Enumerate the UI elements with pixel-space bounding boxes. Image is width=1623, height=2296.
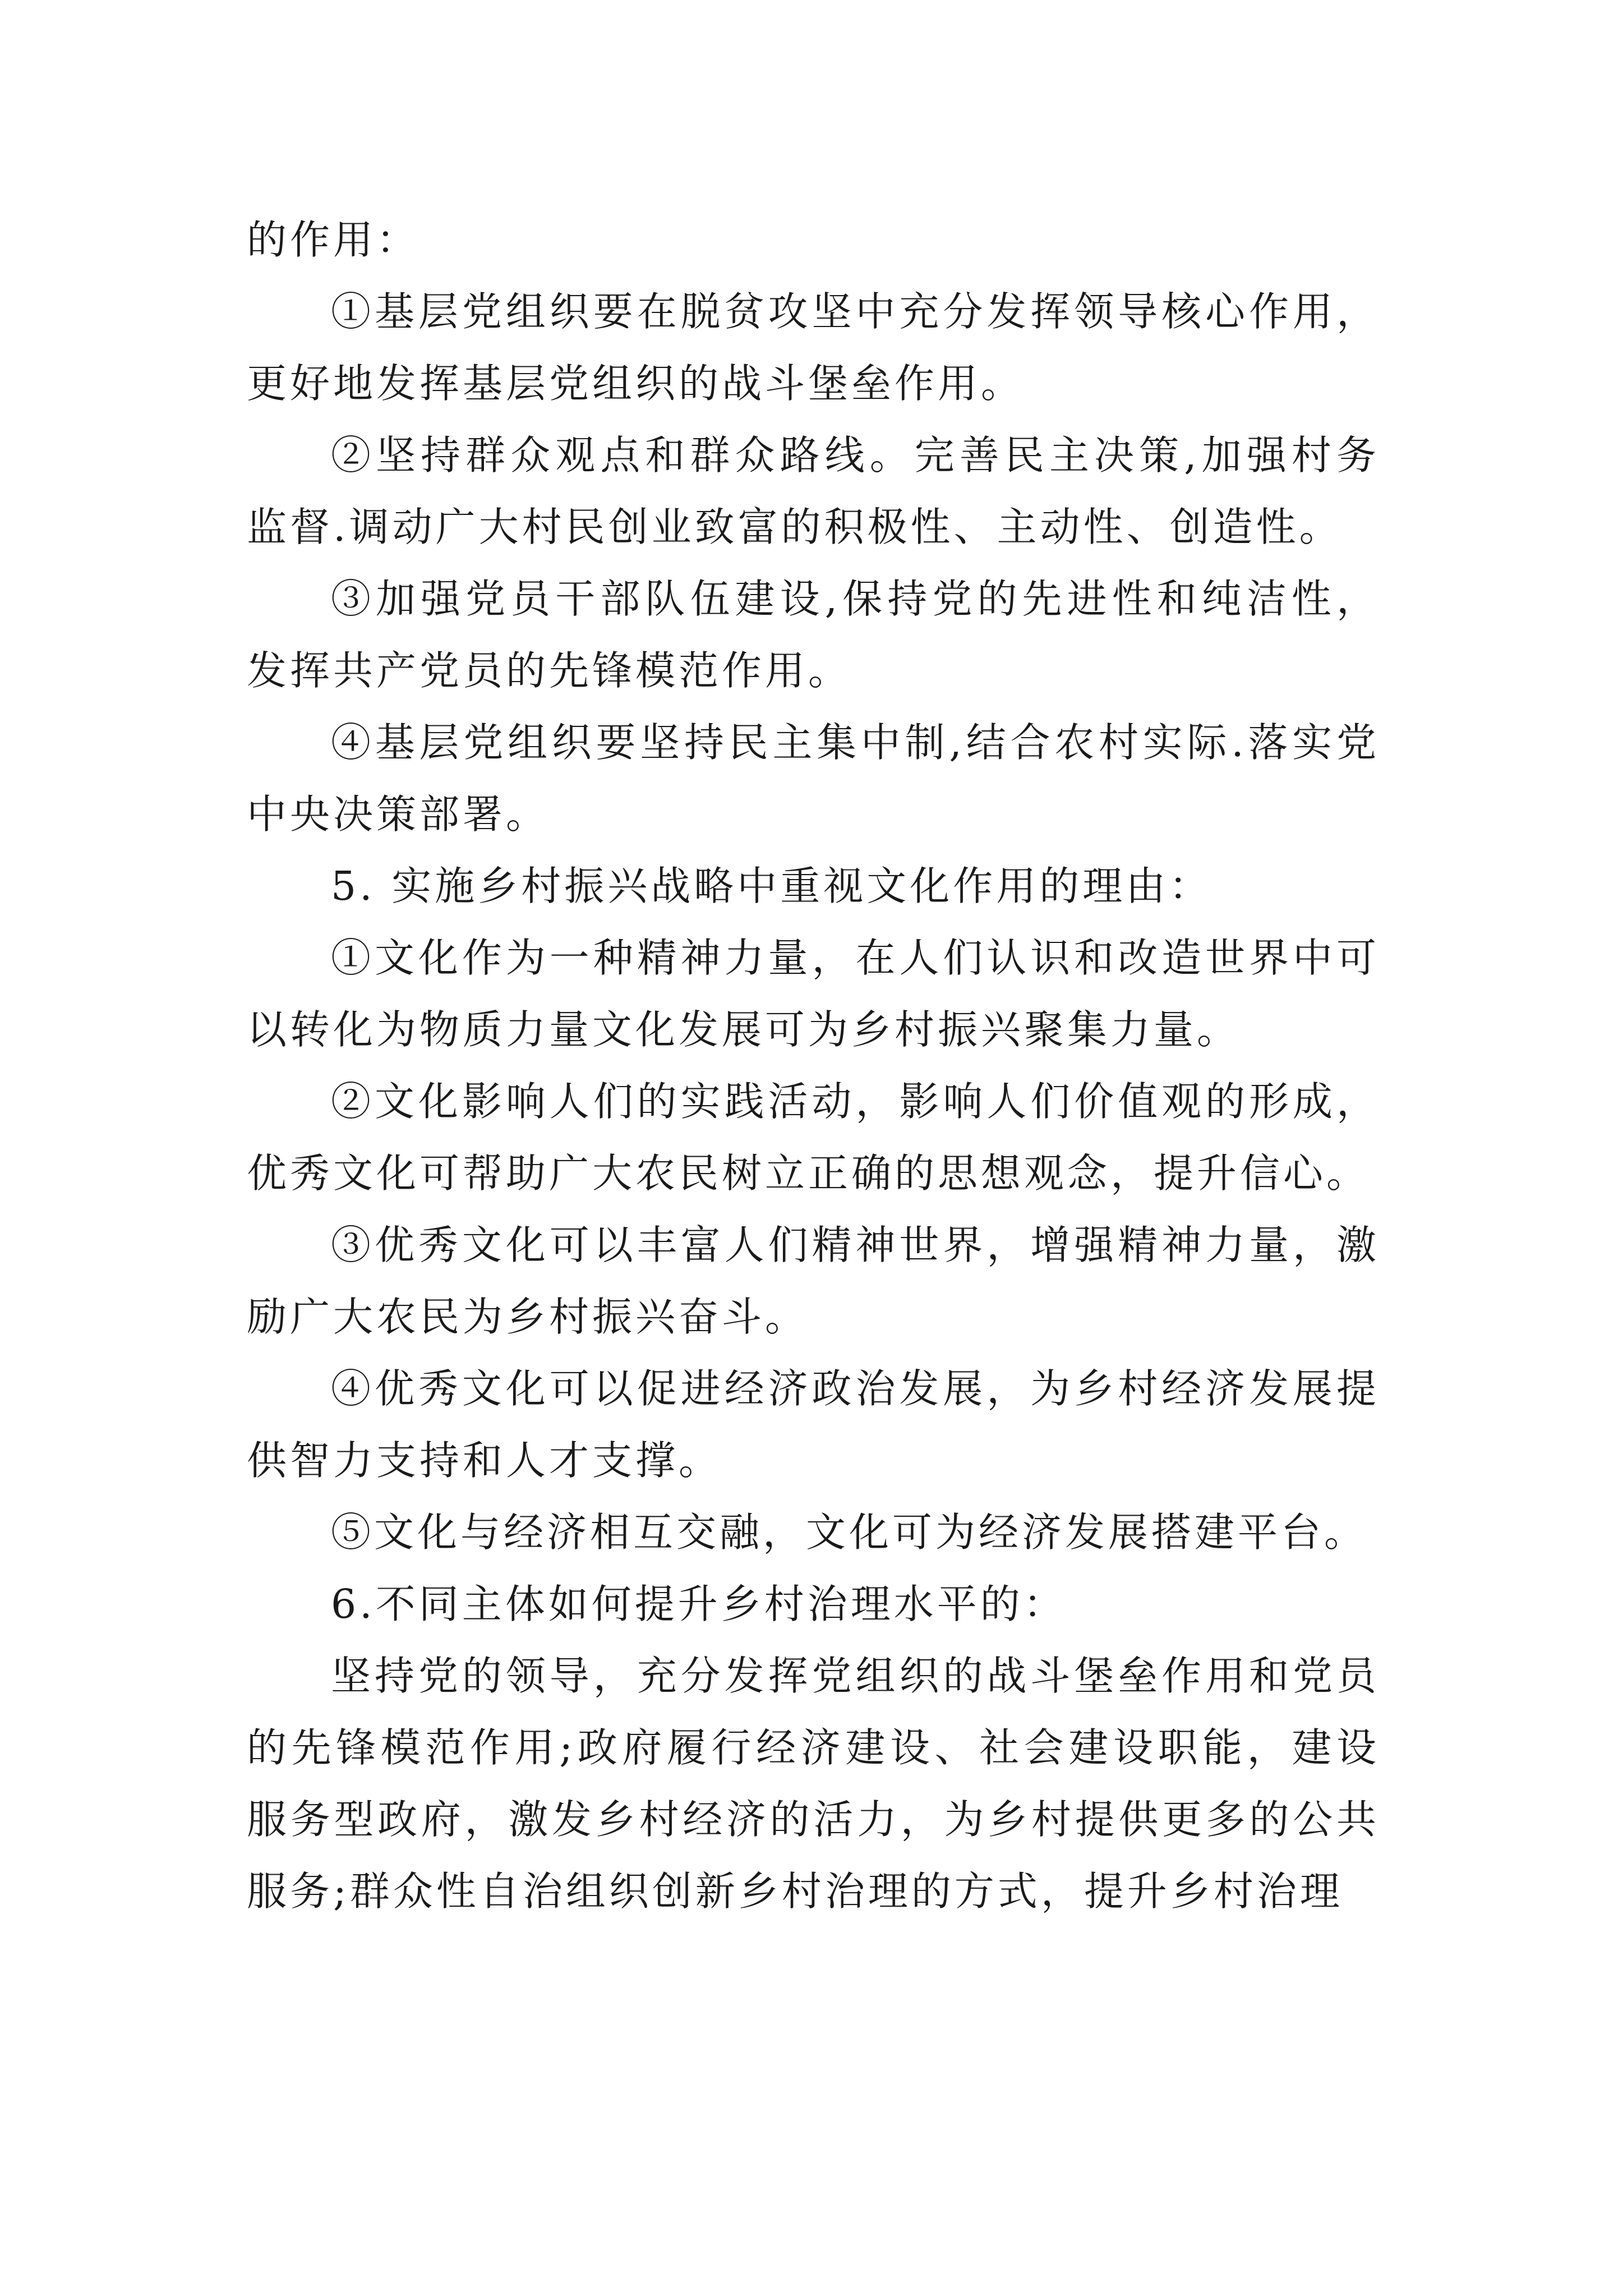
paragraph-culture-1: ①文化作为一种精神力量，在人们认识和改造世界中可以转化为物质力量文化发展可为乡村振兴聚集力量。	[247, 935, 1380, 1053]
paragraph-item-3: ③加强党员干部队伍建设,保持党的先进性和纯洁性，发挥共产党员的先锋模范作用。	[247, 576, 1380, 694]
paragraph-culture-3: ③优秀文化可以丰富人们精神世界，增强精神力量，激励广大农民为乡村振兴奋斗。	[247, 1222, 1380, 1340]
section-heading-5: 5. 实施乡村振兴战略中重视文化作用的理由：	[331, 863, 1212, 909]
paragraph-item-2: ②坚持群众观点和群众路线。完善民主决策,加强村务监督.调动广大村民创业致富的积极性、主动性、创造性。	[247, 432, 1380, 550]
paragraph-item-4: ④基层党组织要坚持民主集中制,结合农村实际.落实党中央决策部署。	[247, 719, 1380, 838]
paragraph-continuation: 的作用：	[247, 217, 420, 263]
section-heading-6: 6.不同主体如何提升乡村治理水平的：	[331, 1581, 1067, 1627]
paragraph-culture-5: ⑤文化与经济相互交融，文化可为经济发展搭建平台。	[331, 1509, 1368, 1556]
body-text	[247, 204, 1380, 1927]
paragraph-governance: 坚持党的领导，充分发挥党组织的战斗堡垒作用和党员的先锋模范作用;政府履行经济建设、社会建设职能，建设服务型政府，激发乡村经济的活力，为乡村提供更多的公共服务;群众性自治组织创新乡村治理的方式，提升乡村治理	[247, 1653, 1380, 1915]
paragraph-item-1: ①基层党组织要在脱贫攻坚中充分发挥领导核心作用，更好地发挥基层党组织的战斗堡垒作用。	[247, 288, 1380, 407]
paragraph-culture-4: ④优秀文化可以促进经济政治发展，为乡村经济发展提供智力支持和人才支撑。	[247, 1365, 1380, 1484]
paragraph-culture-2: ②文化影响人们的实践活动，影响人们价值观的形成，优秀文化可帮助广大农民树立正确的思想观念，提升信心。	[247, 1078, 1380, 1197]
